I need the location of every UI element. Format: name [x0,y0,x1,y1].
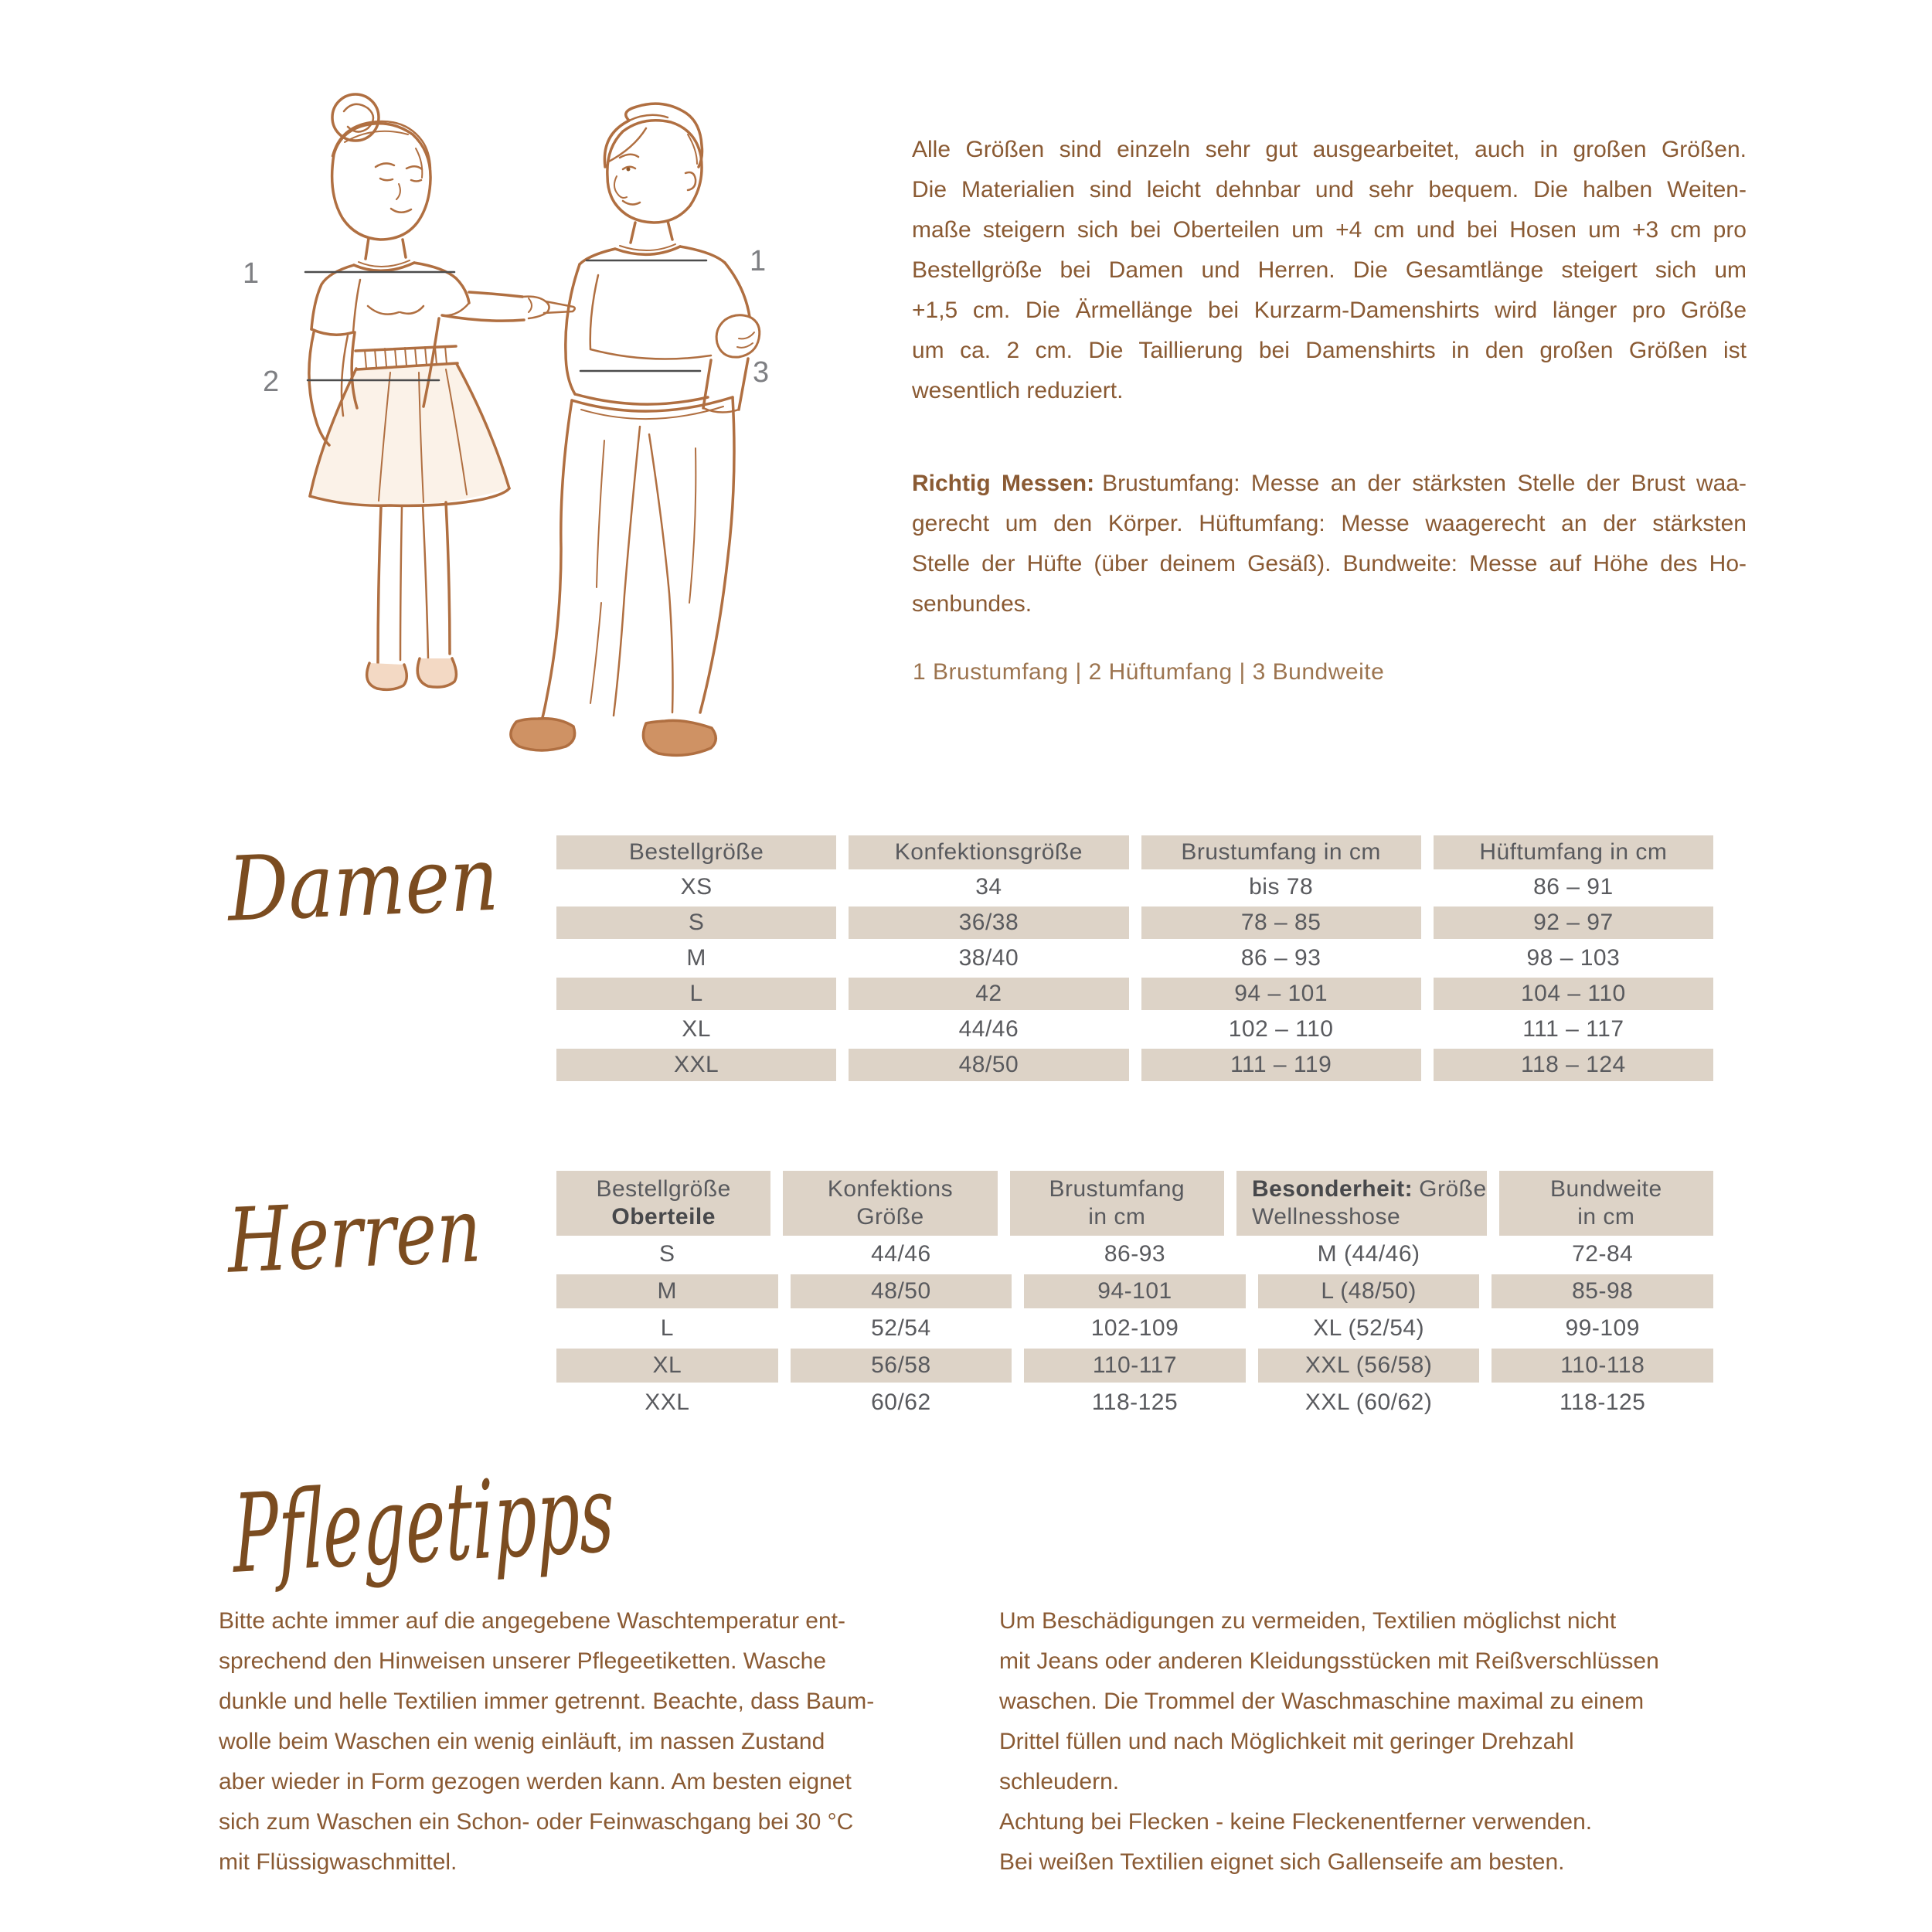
text-line: Richtig Messen: Brustumfang: Messe an der stärksten Stelle der Brust waa- [912,471,1747,496]
table-cell: 94 – 101 [1141,976,1421,1012]
table-cell: 111 – 119 [1141,1047,1421,1083]
table-cell: XXL (60/62) [1304,1389,1433,1415]
table-cell: XXL [556,1047,836,1083]
text-line: maße steigern sich bei Oberteilen um +4 cm und bei Hosen um +3 cm pro [912,217,1747,243]
table-cell: 60/62 [871,1389,931,1415]
text-line: Bei weißen Textilien eignet sich Gallenseife am besten. [999,1849,1565,1875]
table-row [556,976,1713,1012]
text-line: waschen. Die Trommel der Waschmaschine maximal zu einem [999,1689,1645,1714]
woman-hip-label: 2 [263,366,280,398]
man-figure [511,104,760,755]
text-line: Drittel füllen und nach Möglichkeit mit geringer Drehzahl [999,1729,1574,1754]
table-cell: L [556,976,836,1012]
table-cell: L (48/50) [1258,1273,1480,1310]
woman-chest-label: 1 [243,257,260,290]
table-cell: XL [556,1347,778,1384]
text-line: um ca. 2 cm. Die Taillierung bei Damenshirts in den großen Größen ist [912,338,1747,363]
table-row [556,869,1713,905]
text-line: Achtung bei Flecken - keine Fleckenentferner verwenden. [999,1809,1593,1835]
table-row [556,1047,1713,1083]
column-header: Brustumfang in cm [1010,1171,1224,1236]
table-cell: 86-93 [1104,1241,1166,1267]
table-cell: 44/46 [958,1016,1019,1042]
table-cell: XL (52/54) [1313,1315,1425,1341]
column-header: Konfektions Größe [783,1171,997,1236]
table-cell: 102 – 110 [1228,1016,1334,1042]
table-cell: M [686,945,706,971]
text-line: Stelle der Hüfte (über deinem Gesäß). Bundweite: Messe auf Höhe des Ho- [912,551,1747,577]
table-cell: 104 – 110 [1434,976,1713,1012]
table-cell: M [556,1273,778,1310]
column-header: Bestellgröße Oberteile [556,1171,770,1236]
man-chest-label: 1 [750,245,767,277]
table-cell: 48/50 [849,1047,1128,1083]
table-cell: 92 – 97 [1434,905,1713,940]
table-cell: 34 [975,874,1002,900]
pflegetipps-heading: Pflegetipps [232,1451,616,1598]
table-cell: S [556,905,836,940]
table-cell: 44/46 [871,1241,931,1267]
table-cell: 42 [849,976,1128,1012]
text-line: mit Jeans oder anderen Kleidungsstücken mit Reißverschlüssen [999,1648,1659,1674]
table-cell: 118-125 [1560,1389,1646,1415]
table-cell: 36/38 [849,905,1128,940]
table-row [556,1384,1713,1421]
measuring-paragraph [912,464,1747,624]
text-line: Um Beschädigungen zu vermeiden, Textilien möglichst nicht [999,1608,1617,1634]
care-tips-right-column [999,1601,1780,1883]
damen-size-table [556,835,1713,1083]
herren-heading: Herren [226,1179,483,1294]
text-line: Bitte achte immer auf die angegebene Waschtemperatur ent- [219,1608,845,1634]
table-cell: M (44/46) [1317,1241,1420,1267]
table-row [556,1310,1713,1347]
table-row [556,1347,1713,1384]
table-cell: 52/54 [871,1315,931,1341]
column-header: Konfektionsgröße [849,835,1128,869]
table-cell: 99-109 [1565,1315,1640,1341]
text-line: mit Flüssigwaschmittel. [219,1849,457,1875]
table-cell: XXL (56/58) [1258,1347,1480,1384]
text-line: sprechend den Hinweisen unserer Pflegeetiketten. Wasche [219,1648,827,1674]
text-line: +1,5 cm. Die Ärmellänge bei Kurzarm-Damenshirts wird länger pro Größe [912,298,1747,323]
table-cell: 110-118 [1492,1347,1713,1384]
table-cell: 85-98 [1492,1273,1713,1310]
table-header-row [556,835,1713,869]
table-row [556,1236,1713,1273]
measuring-illustration [216,77,835,788]
man-waist-label: 3 [753,356,770,389]
table-cell: 118-125 [1091,1389,1179,1415]
table-cell: 111 – 117 [1522,1016,1624,1042]
table-cell: XXL [645,1389,690,1415]
woman-figure [309,94,575,689]
column-header: Bundweite in cm [1499,1171,1713,1236]
text-line: Die Materialien sind leicht dehnbar und sehr bequem. Die halben Weiten- [912,177,1747,202]
table-row [556,940,1713,976]
couple-sketch [216,77,835,788]
text-line: gerecht um den Körper. Hüftumfang: Messe waagerecht an der stärksten [912,511,1747,536]
text-line: sich zum Waschen ein Schon- oder Feinwaschgang bei 30 °C [219,1809,854,1835]
table-cell: 38/40 [958,945,1019,971]
table-cell: 118 – 124 [1434,1047,1713,1083]
table-cell: 102-109 [1090,1315,1179,1341]
table-cell: 72-84 [1572,1241,1634,1267]
herren-size-table [556,1171,1713,1421]
table-cell: S [659,1241,675,1267]
table-row [556,1273,1713,1310]
table-cell: 94-101 [1024,1273,1246,1310]
table-cell: 56/58 [791,1347,1012,1384]
table-cell: 78 – 85 [1141,905,1421,940]
text-line: wesentlich reduziert. [912,378,1124,403]
text-line: wolle beim Waschen ein wenig einläuft, im nassen Zustand [219,1729,825,1754]
measurement-legend: 1 Brustumfang | 2 Hüftumfang | 3 Bundweite [913,659,1385,685]
table-row [556,1012,1713,1047]
table-cell: 86 – 91 [1533,874,1614,900]
text-line: aber wieder in Form gezogen werden kann. Am besten eignet [219,1769,852,1794]
intro-paragraph [912,130,1747,411]
text-line: dunkle und helle Textilien immer getrennt. Beachte, dass Baum- [219,1689,875,1714]
column-header: Hüftumfang in cm [1434,835,1713,869]
table-cell: XS [680,874,713,900]
column-header: Brustumfang in cm [1141,835,1421,869]
column-header: Bestellgröße [556,835,836,869]
care-tips-left-column [219,1601,999,1883]
column-header: Besonderheit: Größe Wellnesshose [1236,1171,1487,1236]
damen-heading: Damen [226,827,500,942]
table-cell: L [660,1315,674,1341]
table-cell: 110-117 [1024,1347,1246,1384]
table-cell: XL [682,1016,711,1042]
text-line: Alle Größen sind einzeln sehr gut ausgearbeitet, auch in großen Größen. [912,137,1747,162]
table-cell: bis 78 [1249,874,1314,900]
text-line: Bestellgröße bei Damen und Herren. Die Gesamtlänge steigert sich um [912,257,1747,283]
table-cell: 86 – 93 [1240,945,1321,971]
text-line: schleudern. [999,1769,1120,1794]
table-cell: 48/50 [791,1273,1012,1310]
table-header-row [556,1171,1713,1236]
text-line: senbundes. [912,591,1032,617]
richtig-messen-label: Richtig Messen: [912,471,1095,496]
table-cell: 98 – 103 [1526,945,1621,971]
table-row [556,905,1713,940]
